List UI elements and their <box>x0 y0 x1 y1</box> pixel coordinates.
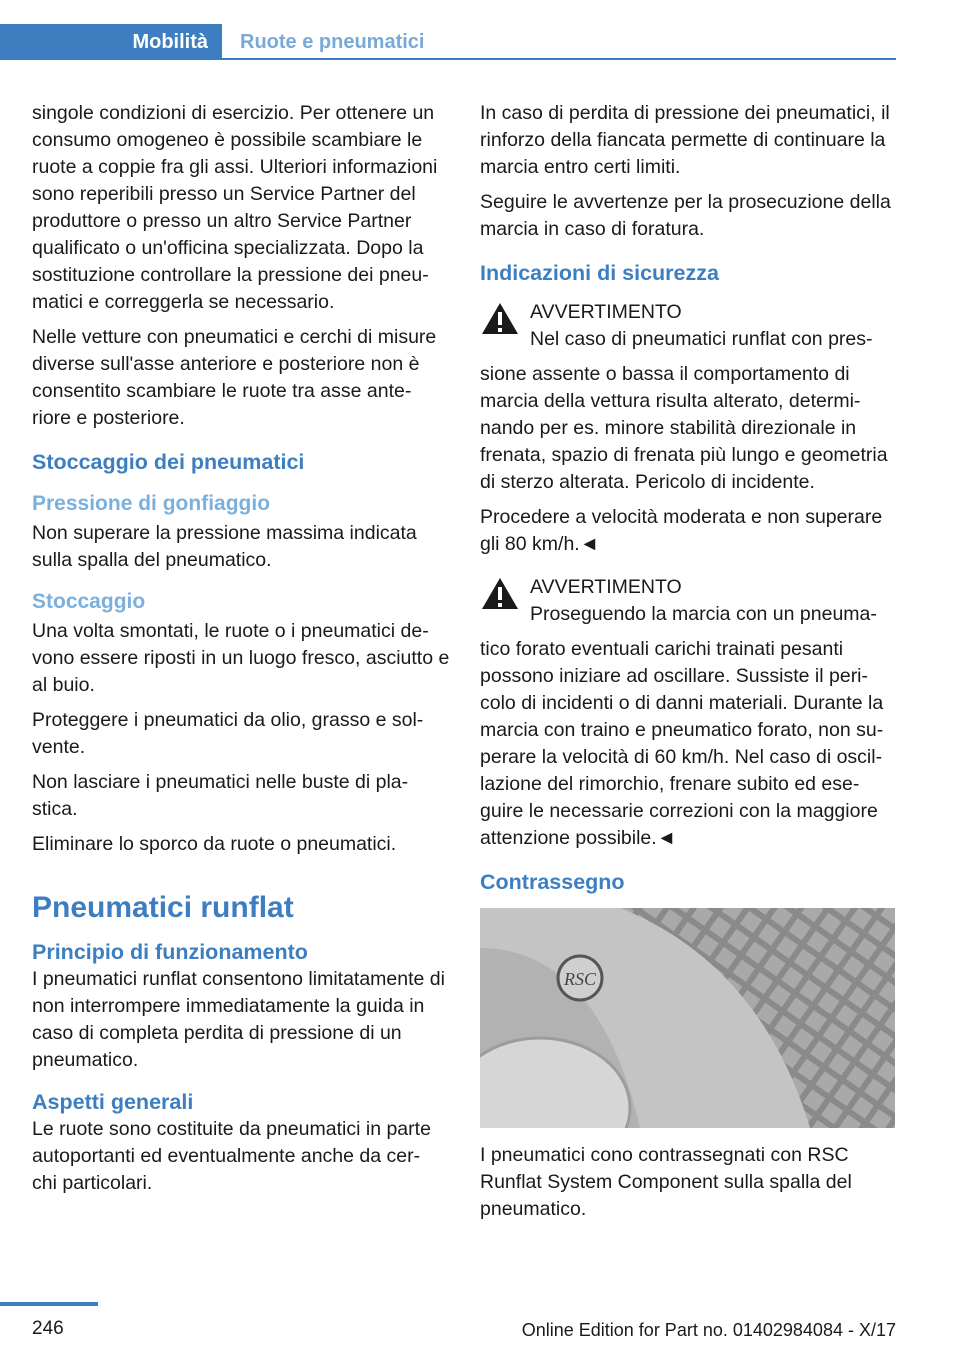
page-number: 246 <box>32 1318 64 1339</box>
paragraph: Proteggere i pneumatici da olio, grasso e sol‐ vente. <box>32 709 424 758</box>
warning-first-line: Nel caso di pneumatici runflat con pres‐ <box>530 328 873 350</box>
svg-text:RSC: RSC <box>563 969 597 989</box>
warning-text: sione assente o bassa il comportamento di marcia della vettura risulta alterato, determi‐ nando per es. minore stabilità direzionale in frenata, spazio di frenata più lungo e geometria di sterzo alterata. Pericolo di incidente. <box>480 363 888 493</box>
edition-footer: Online Edition for Part no. 01402984084 - X/17 <box>521 1320 896 1340</box>
paragraph: singole condizioni di esercizio. Per ottenere un consumo omogeneo è possibile scambiare le ruote a coppie fra gli assi. Ulteriori informazioni sono reperibili presso un Service Partner del produttore o presso un altro Service Partner qualificato o un'officina specializzata. Dopo la sostituzione controllare la pressione dei pneu‐ matici e correggerla se necessario. <box>32 102 438 313</box>
heading-mark: Contrassegno <box>480 870 625 894</box>
paragraph: Una volta smontati, le ruote o i pneumatici de‐ vono essere riposti in un luogo fresco, asciutto e al buio. <box>32 620 450 696</box>
right-column <box>480 100 898 1231</box>
paragraph: I pneumatici cono contrassegnati con RSC Runflat System Component sulla spalla del pneumatico. <box>480 1144 852 1220</box>
heading-principle: Principio di funzionamento <box>32 940 308 964</box>
paragraph: Nelle vetture con pneumatici e cerchi di misure diverse sull'asse anteriore e posteriore non è consentito scambiare le ruote tra asse ante‐ riore e posteriore. <box>32 326 437 429</box>
heading-storage: Stoccaggio dei pneumatici <box>32 450 305 474</box>
warning-triangle-icon <box>480 301 520 337</box>
tire-rsc-marking-illustration <box>480 908 895 1128</box>
warning-text: tico forato eventuali carichi trainati pesanti possono iniziare ad oscillare. Sussiste il peri‐ colo di incidenti o di danni materiali. Durante la marcia con traino e pneumatico forato, non su‐ perare la velocità di 60 km/h. Nel caso di oscil‐ lazione del rimorchio, frenare subito ed ese‐ guire le necessarie correzioni con la maggiore attenzione possibile.◄ <box>480 638 884 849</box>
paragraph: I pneumatici runflat consentono limitatamente di non interrompere immediatamente la guida in caso di completa perdita di pressione di un pneumatico. <box>32 968 445 1071</box>
warning-text: Procedere a velocità moderata e non superare gli 80 km/h.◄ <box>480 506 883 555</box>
heading-general: Aspetti generali <box>32 1090 194 1114</box>
heading-runflat: Pneumatici runflat <box>32 891 294 924</box>
paragraph: Non superare la pressione massima indicata sulla spalla del pneumatico. <box>32 522 417 571</box>
warning-first-line: Proseguendo la marcia con un pneuma‐ <box>530 603 877 625</box>
header-rule <box>222 58 896 60</box>
footer-rule <box>0 1302 98 1306</box>
warning-title: AVVERTIMENTO <box>530 301 682 323</box>
section-tab-mobilita[interactable]: Mobilità <box>0 24 222 60</box>
warning-block <box>480 299 898 558</box>
paragraph: Non lasciare i pneumatici nelle buste di pla‐ stica. <box>32 771 409 820</box>
page-header <box>0 24 896 62</box>
paragraph: Seguire le avvertenze per la prosecuzione della marcia in caso di foratura. <box>480 191 891 240</box>
paragraph: In caso di perdita di pressione dei pneumatici, il rinforzo della fiancata permette di continuare la marcia entro certi limiti. <box>480 102 890 178</box>
heading-pressure: Pressione di gonfiaggio <box>32 492 271 515</box>
heading-stock: Stoccaggio <box>32 590 146 613</box>
heading-safety: Indicazioni di sicurezza <box>480 261 719 285</box>
subsection-tab-ruote[interactable]: Ruote e pneumatici <box>240 31 425 53</box>
warning-title: AVVERTIMENTO <box>530 576 682 598</box>
warning-triangle-icon <box>480 576 520 612</box>
left-column <box>32 100 450 1205</box>
paragraph: Eliminare lo sporco da ruote o pneumatici. <box>32 833 397 855</box>
warning-block <box>480 574 898 852</box>
paragraph: Le ruote sono costituite da pneumatici in parte autoportanti ed eventualmente anche da cer‐ chi particolari. <box>32 1118 431 1194</box>
